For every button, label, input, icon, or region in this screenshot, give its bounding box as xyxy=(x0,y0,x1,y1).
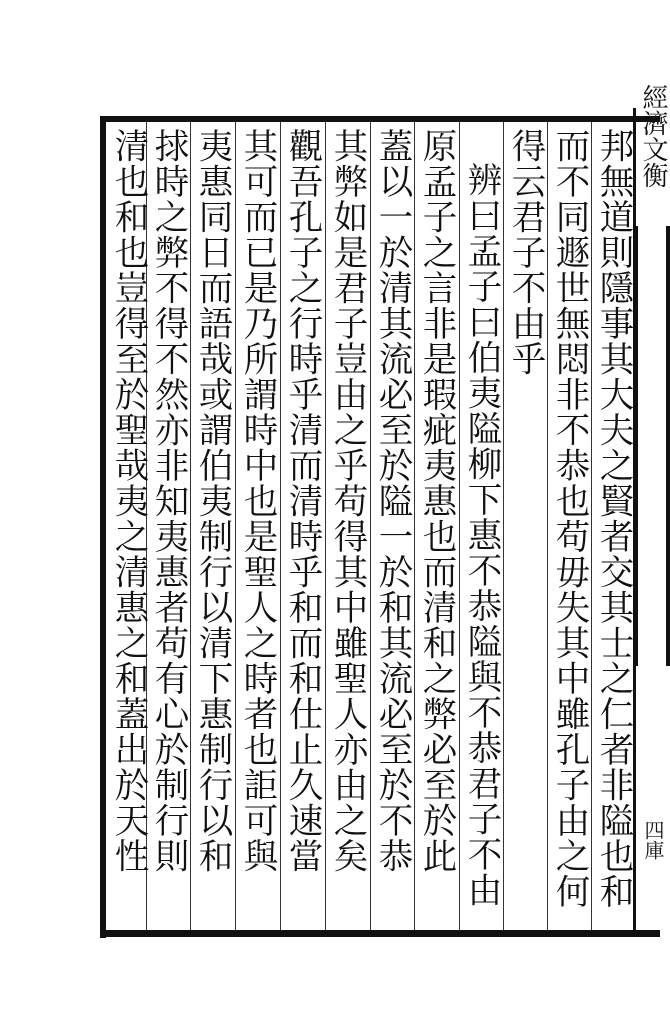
margin-center-strip xyxy=(636,226,670,666)
text-column-11: 捄時之弊不得不然亦非知夷惠者苟有心於制行則 xyxy=(148,128,188,874)
text-column-6: 蓋以一於清其流必至於隘一於和其流必至於不恭 xyxy=(372,128,412,874)
text-column-2: 而不同遯世無悶非不恭也苟毋失其中雖孔子由之何 xyxy=(549,128,589,909)
text-column-5: 原孟子之言非是瑕疵夷惠也而清和之弊必至於此 xyxy=(416,128,456,874)
text-column-3: 得云君子不由乎 xyxy=(505,128,545,377)
text-column-4: 辨曰孟子曰伯夷隘柳下惠不恭隘與不恭君子不由 xyxy=(461,162,501,908)
text-column-10: 夷惠同日而語哉或謂伯夷制行以清下惠制行以和 xyxy=(192,128,232,874)
frame-bottom-border xyxy=(100,930,660,937)
frame-top-border xyxy=(100,116,660,122)
text-column-12: 清也和也豈得至於聖哉夷之清惠之和蓋出於天性 xyxy=(108,128,148,874)
margin-title: 經濟文衡 xyxy=(638,84,668,188)
text-column-7: 其弊如是君子豈由之乎苟得其中雖聖人亦由之矣 xyxy=(327,128,367,874)
text-column-8: 觀吾孔子之行時乎清而清時乎和而和仕止久速當 xyxy=(282,128,322,874)
margin-footer: 四庫 xyxy=(641,820,665,860)
text-column-1: 邦無道則隱事其大夫之賢者交其士之仁者非隘也和 xyxy=(593,128,633,909)
text-column-9: 其可而已是乃所謂時中也是聖人之時者也詎可與 xyxy=(237,128,277,874)
